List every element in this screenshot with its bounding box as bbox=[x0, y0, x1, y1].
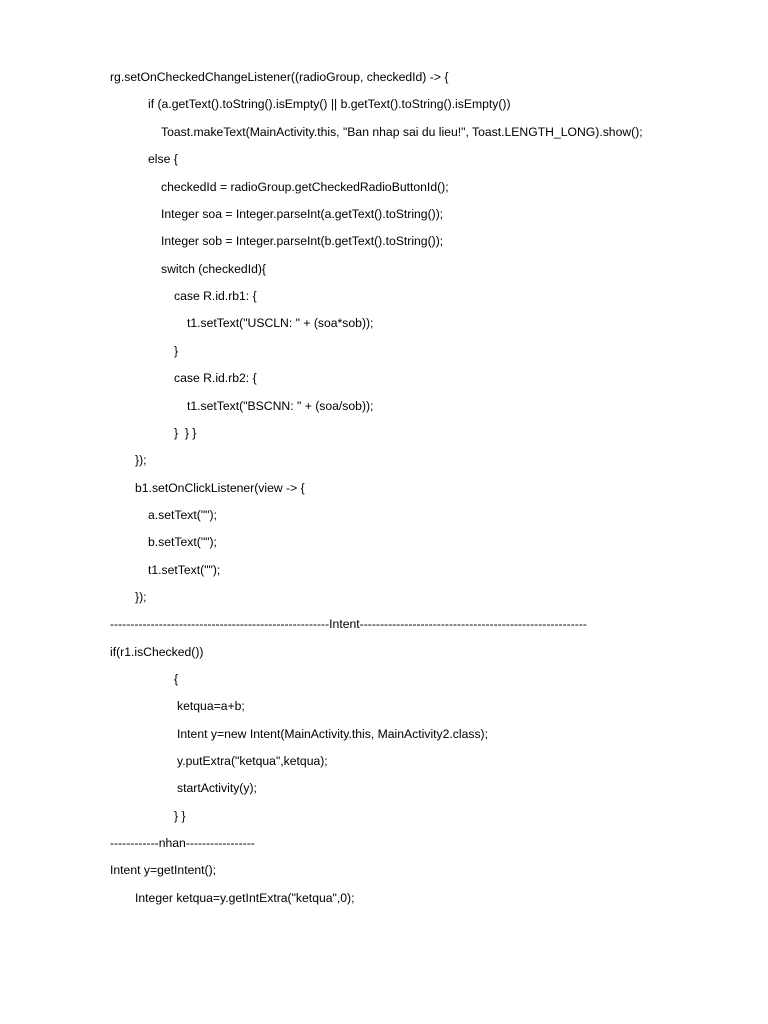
code-line: if (a.getText().toString().isEmpty() || b.getText().toString().isEmpty()) bbox=[148, 97, 511, 111]
code-line: if(r1.isChecked()) bbox=[110, 645, 204, 659]
code-line: } } bbox=[174, 809, 186, 823]
code-line: } bbox=[174, 344, 179, 358]
code-line: Intent y=new Intent(MainActivity.this, MainActivity2.class); bbox=[177, 727, 489, 741]
code-line: t1.setText("USCLN: " + (soa*sob)); bbox=[187, 316, 374, 330]
code-line: b1.setOnClickListener(view -> { bbox=[135, 481, 305, 495]
code-line: Integer soa = Integer.parseInt(a.getText().toString()); bbox=[161, 207, 444, 221]
code-line: else { bbox=[148, 152, 178, 166]
code-line: }); bbox=[135, 453, 147, 467]
code-line: } } } bbox=[174, 426, 197, 440]
section-divider-nhan: ------------nhan----------------- bbox=[110, 836, 255, 850]
code-line: ketqua=a+b; bbox=[177, 699, 245, 713]
code-line: switch (checkedId){ bbox=[161, 262, 266, 276]
code-line: case R.id.rb1: { bbox=[174, 289, 257, 303]
code-line: { bbox=[174, 672, 179, 686]
code-line: t1.setText("BSCNN: " + (soa/sob)); bbox=[187, 399, 374, 413]
code-line: y.putExtra("ketqua",ketqua); bbox=[177, 754, 328, 768]
code-line: }); bbox=[135, 590, 147, 604]
code-line: b.setText(""); bbox=[148, 535, 217, 549]
code-line: startActivity(y); bbox=[177, 781, 257, 795]
code-line: Integer ketqua=y.getIntExtra("ketqua",0); bbox=[135, 891, 355, 905]
code-line: rg.setOnCheckedChangeListener((radioGroup, checkedId) -> { bbox=[110, 70, 449, 84]
code-line: Integer sob = Integer.parseInt(b.getText().toString()); bbox=[161, 234, 444, 248]
section-divider-intent: ------------------------------------------------------Intent-------------------------------------------------------- bbox=[110, 617, 587, 631]
code-line: checkedId = radioGroup.getCheckedRadioButtonId(); bbox=[161, 180, 449, 194]
code-line: case R.id.rb2: { bbox=[174, 371, 257, 385]
code-line: a.setText(""); bbox=[148, 508, 217, 522]
code-line: Intent y=getIntent(); bbox=[110, 863, 217, 877]
code-line: Toast.makeText(MainActivity.this, "Ban nhap sai du lieu!", Toast.LENGTH_LONG).show(); bbox=[161, 125, 643, 139]
code-line: t1.setText(""); bbox=[148, 563, 221, 577]
